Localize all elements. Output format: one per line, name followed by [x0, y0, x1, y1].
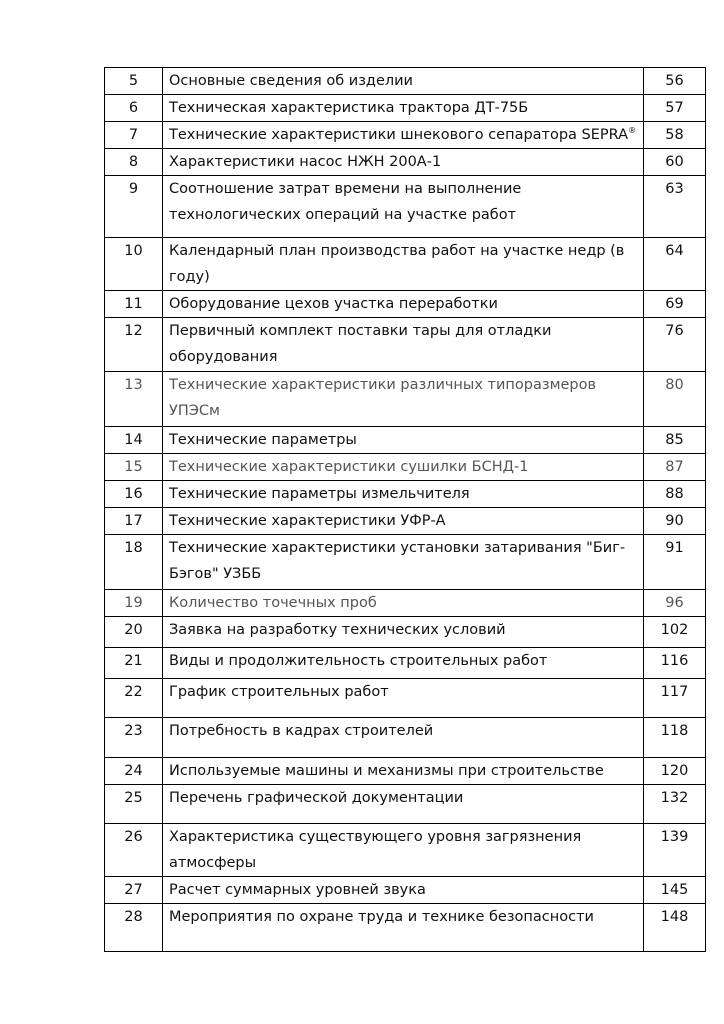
row-title: Виды и продолжительность строительных работ: [169, 653, 548, 669]
table-row: [105, 481, 706, 508]
table-row: [105, 679, 706, 718]
row-title-cell: [163, 454, 644, 481]
row-page: 116: [644, 648, 706, 679]
row-title-cell: [163, 238, 644, 291]
row-number: 12: [105, 318, 163, 372]
row-number: 14: [105, 427, 163, 454]
row-page: 80: [644, 372, 706, 427]
row-number: 28: [105, 904, 163, 952]
table-row: [105, 617, 706, 648]
row-title-cell: [163, 758, 644, 785]
row-number: 20: [105, 617, 163, 648]
row-title: Характеристика существующего уровня загрязнения атмосферы: [169, 829, 582, 871]
row-number: 27: [105, 877, 163, 904]
row-page: 96: [644, 590, 706, 617]
row-page: 69: [644, 291, 706, 318]
row-title-cell: [163, 508, 644, 535]
row-title-cell: [163, 718, 644, 758]
row-title: Технические характеристики сушилки БСНД-1: [169, 459, 529, 475]
row-title-cell: [163, 291, 644, 318]
table-row: [105, 785, 706, 824]
row-number: 17: [105, 508, 163, 535]
row-title: Расчет суммарных уровней звука: [169, 882, 426, 898]
row-page: 139: [644, 824, 706, 877]
row-number: 5: [105, 68, 163, 95]
row-page: 88: [644, 481, 706, 508]
table-row: [105, 877, 706, 904]
table-row: [105, 149, 706, 176]
row-page: 57: [644, 95, 706, 122]
table-row: [105, 648, 706, 679]
row-page: 76: [644, 318, 706, 372]
row-page: 64: [644, 238, 706, 291]
row-title-cell: [163, 590, 644, 617]
table-row: [105, 824, 706, 877]
row-number: 13: [105, 372, 163, 427]
row-page: 91: [644, 535, 706, 590]
row-number: 23: [105, 718, 163, 758]
table-row: [105, 372, 706, 427]
row-page: 85: [644, 427, 706, 454]
row-number: 8: [105, 149, 163, 176]
row-title-cell: [163, 122, 644, 149]
table-row: [105, 454, 706, 481]
row-page: 148: [644, 904, 706, 952]
row-title: Мероприятия по охране труда и технике безопасности: [169, 909, 594, 925]
row-number: 22: [105, 679, 163, 718]
row-page: 117: [644, 679, 706, 718]
row-title-cell: [163, 877, 644, 904]
table-row: [105, 508, 706, 535]
row-number: 16: [105, 481, 163, 508]
row-title-cell: [163, 679, 644, 718]
row-title: Оборудование цехов участка переработки: [169, 296, 498, 312]
row-title-cell: [163, 176, 644, 238]
row-title: Технические параметры измельчителя: [169, 486, 470, 502]
toc-body: [105, 68, 706, 952]
toc-table: [104, 67, 706, 952]
row-title: Технические характеристики различных типоразмеров УПЭСм: [169, 377, 597, 419]
table-row: [105, 535, 706, 590]
row-page: 120: [644, 758, 706, 785]
row-number: 24: [105, 758, 163, 785]
row-number: 6: [105, 95, 163, 122]
row-number: 9: [105, 176, 163, 238]
row-page: 56: [644, 68, 706, 95]
row-title-cell: [163, 904, 644, 952]
row-title-cell: [163, 648, 644, 679]
table-row: [105, 122, 706, 149]
row-page: 63: [644, 176, 706, 238]
registered-mark: ®: [628, 126, 637, 135]
row-title: Основные сведения об изделии: [169, 73, 413, 89]
row-title: Перечень графической документации: [169, 790, 464, 806]
row-title-cell: [163, 785, 644, 824]
row-title: Первичный комплект поставки тары для отладки оборудования: [169, 323, 552, 365]
row-page: 145: [644, 877, 706, 904]
row-title: Техническая характеристика трактора ДТ-75Б: [169, 100, 529, 116]
row-title: Характеристики насос НЖН 200А-1: [169, 154, 442, 170]
row-title-cell: [163, 535, 644, 590]
row-title: Технические характеристики шнекового сепаратора SEPRA: [169, 127, 629, 143]
row-number: 18: [105, 535, 163, 590]
table-row: [105, 318, 706, 372]
table-row: [105, 95, 706, 122]
row-page: 132: [644, 785, 706, 824]
row-title-cell: [163, 68, 644, 95]
table-row: [105, 176, 706, 238]
row-page: 90: [644, 508, 706, 535]
row-page: 118: [644, 718, 706, 758]
row-title-cell: [163, 824, 644, 877]
row-page: 102: [644, 617, 706, 648]
table-row: [105, 68, 706, 95]
row-page: 58: [644, 122, 706, 149]
row-title-cell: [163, 149, 644, 176]
row-number: 19: [105, 590, 163, 617]
row-number: 7: [105, 122, 163, 149]
table-row: [105, 904, 706, 952]
row-title-cell: [163, 427, 644, 454]
row-number: 25: [105, 785, 163, 824]
row-title: Количество точечных проб: [169, 595, 377, 611]
row-title: Технические параметры: [169, 432, 357, 448]
row-title-cell: [163, 372, 644, 427]
row-title-cell: [163, 318, 644, 372]
row-title-cell: [163, 95, 644, 122]
table-row: [105, 291, 706, 318]
row-title: Технические характеристики УФР-А: [169, 513, 446, 529]
row-title: Календарный план производства работ на участке недр (в году): [169, 243, 625, 285]
row-title: Используемые машины и механизмы при строительстве: [169, 763, 604, 779]
row-page: 60: [644, 149, 706, 176]
row-title: Потребность в кадрах строителей: [169, 723, 434, 739]
row-title: Заявка на разработку технических условий: [169, 622, 506, 638]
table-row: [105, 718, 706, 758]
row-number: 21: [105, 648, 163, 679]
row-title-cell: [163, 617, 644, 648]
row-title: Соотношение затрат времени на выполнение технологических операций на участке работ: [169, 181, 522, 223]
row-title: Технические характеристики установки затаривания "Биг-Бэгов" УЗББ: [169, 540, 626, 582]
table-row: [105, 758, 706, 785]
table-row: [105, 238, 706, 291]
table-row: [105, 590, 706, 617]
row-number: 10: [105, 238, 163, 291]
row-number: 11: [105, 291, 163, 318]
row-page: 87: [644, 454, 706, 481]
row-title-cell: [163, 481, 644, 508]
row-number: 15: [105, 454, 163, 481]
row-title: График строительных работ: [169, 684, 389, 700]
table-row: [105, 427, 706, 454]
row-number: 26: [105, 824, 163, 877]
